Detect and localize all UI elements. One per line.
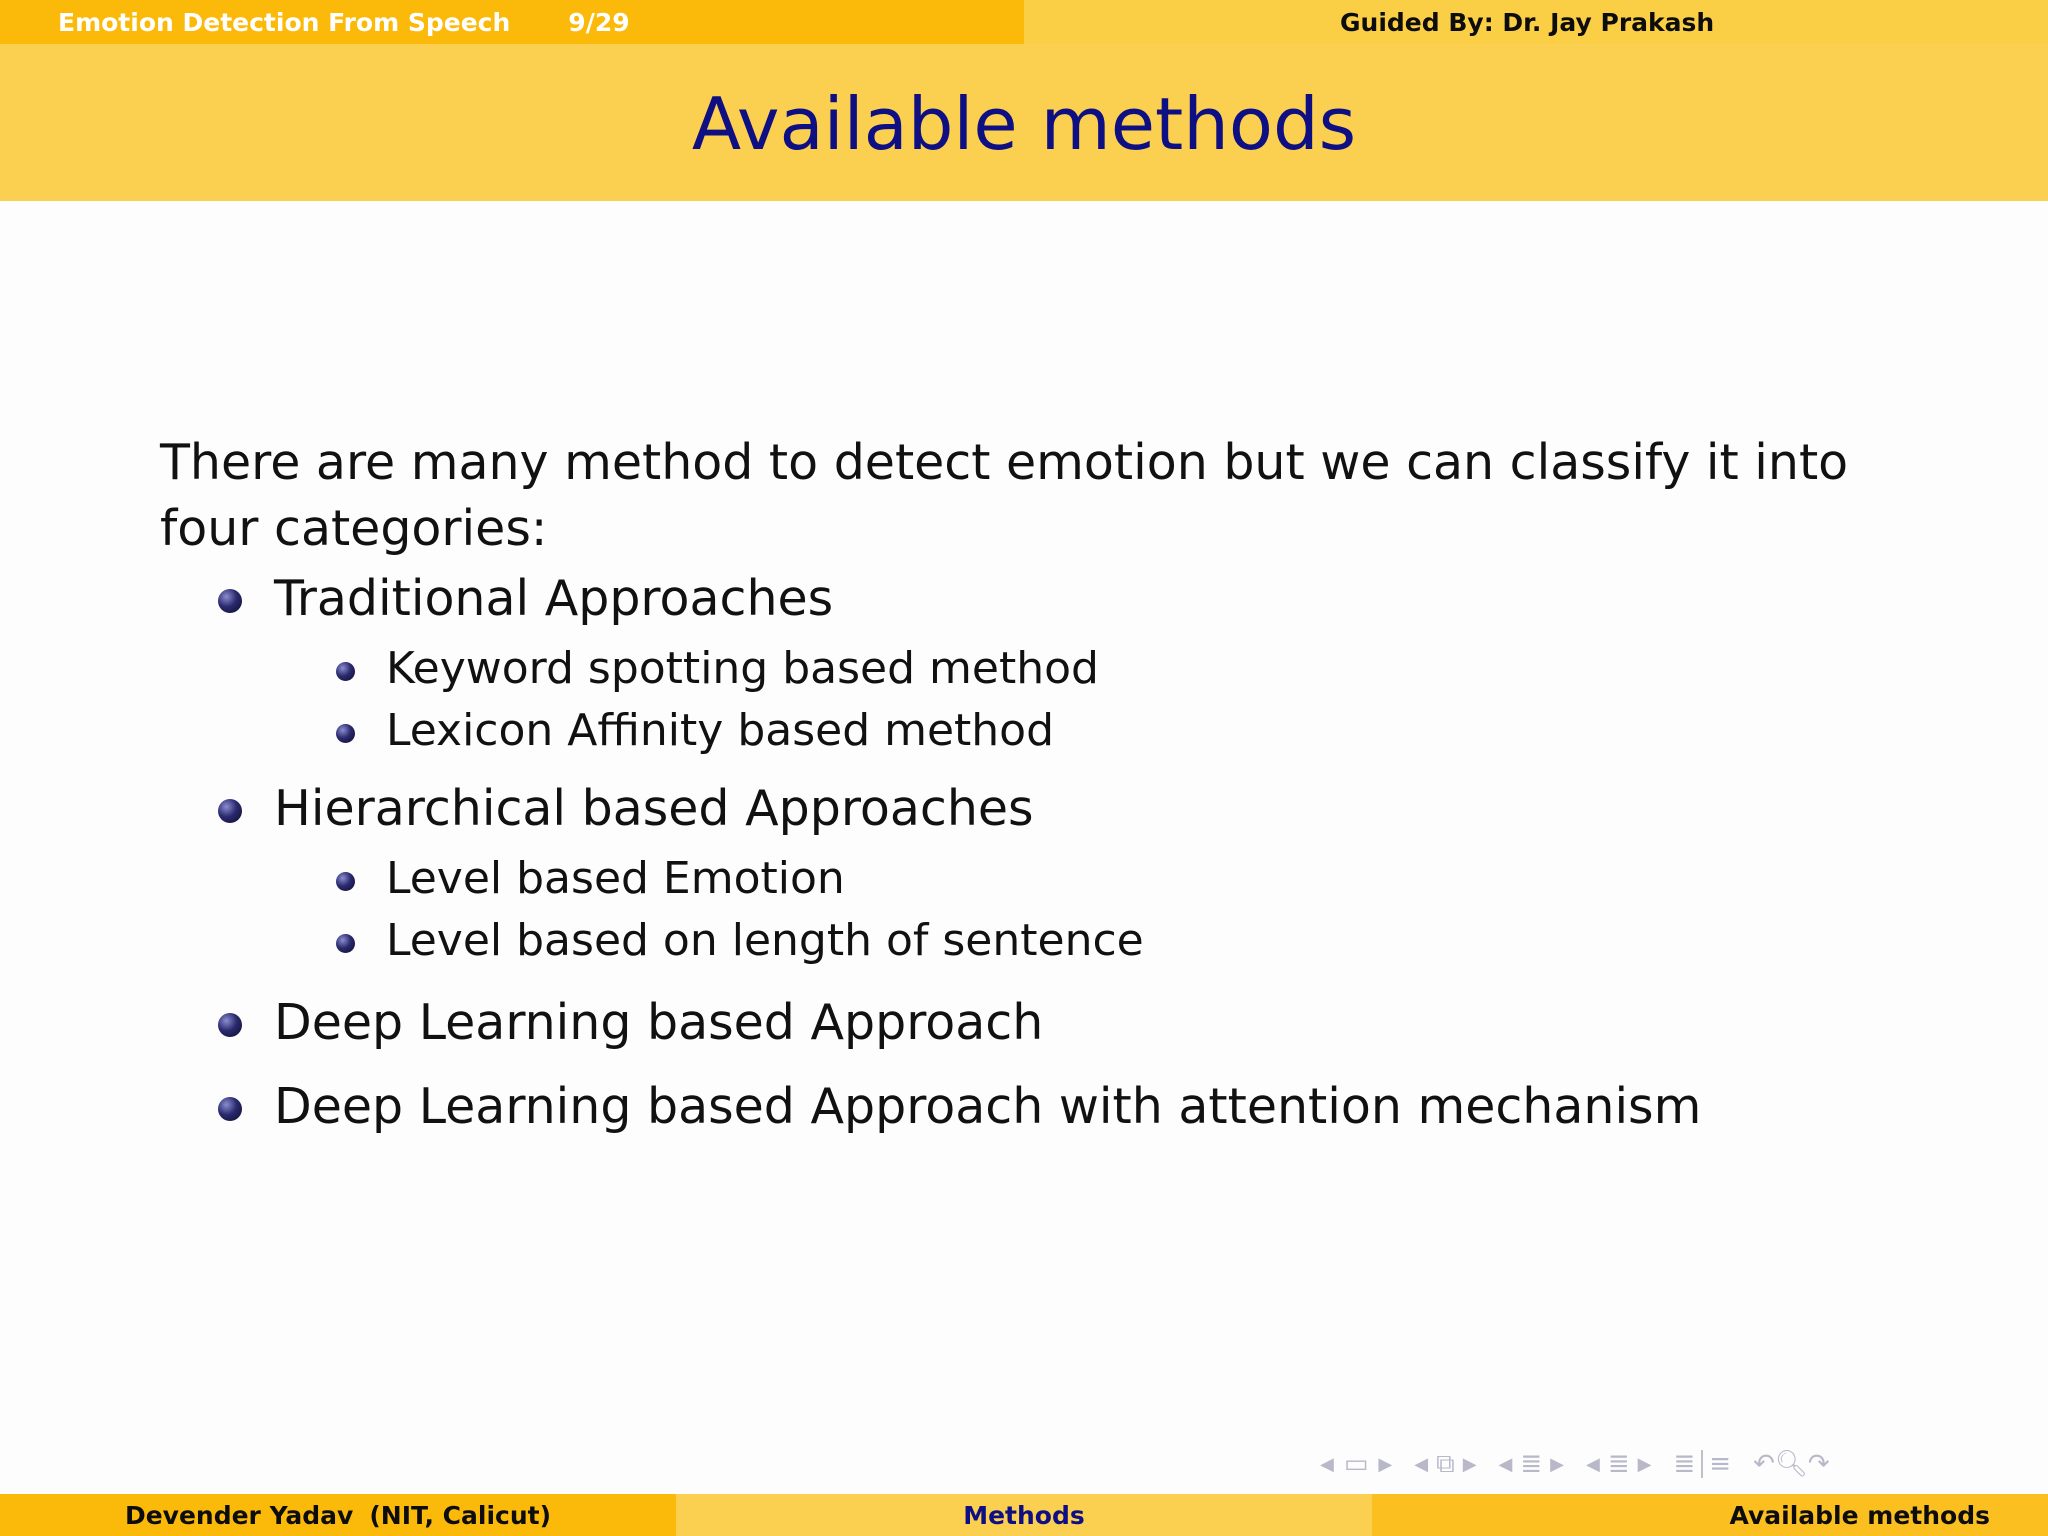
section-icon[interactable]: ≣ — [1607, 1449, 1630, 1479]
footer-author-cell — [0, 1494, 676, 1536]
list-item — [160, 1074, 1920, 1140]
slide-content — [160, 430, 1920, 1140]
footer-bar — [0, 1494, 2048, 1536]
list-item — [160, 990, 1920, 1056]
list-item-label: Deep Learning based Approach — [274, 994, 1044, 1051]
sub-list-item — [160, 638, 1920, 700]
sub-list-item-label: Lexicon Affinity based method — [386, 705, 1055, 756]
bullet-icon — [336, 724, 355, 743]
sub-list-item — [160, 848, 1920, 910]
intro-text: There are many method to detect emotion but we can classify it into four categories: — [160, 434, 1849, 557]
list-item — [160, 776, 1920, 972]
subsection-name: Available methods — [1729, 1500, 1990, 1530]
footer-subsection-cell — [1372, 1494, 2048, 1536]
sub-list-item-label: Level based Emotion — [386, 853, 845, 904]
sub-list-item-label: Keyword spotting based method — [386, 643, 1099, 694]
nav-next-icon[interactable]: ▶ — [1637, 1453, 1652, 1475]
bullet-icon — [218, 1013, 242, 1037]
nav-next-icon[interactable]: ▶ — [1462, 1453, 1477, 1475]
header-bar — [0, 0, 2048, 44]
footer-section-cell — [676, 1494, 1372, 1536]
bullet-icon — [218, 799, 242, 823]
author-institute: (NIT, Calicut) — [369, 1500, 552, 1530]
list-item-label: Hierarchical based Approaches — [274, 780, 1034, 837]
header-left — [0, 0, 1024, 44]
sub-list-item-label: Level based on length of sentence — [386, 915, 1144, 966]
nav-prev-icon[interactable]: ◀ — [1320, 1453, 1334, 1475]
outline-icon[interactable]: ≡ — [1709, 1449, 1732, 1479]
forward-icon[interactable]: ↷ — [1807, 1449, 1830, 1479]
bullet-icon — [218, 589, 242, 613]
list-item-label: Deep Learning based Approach with attention mechanism — [274, 1078, 1702, 1135]
title-band — [0, 44, 2048, 201]
guide-name: Guided By: Dr. Jay Prakash — [1340, 7, 1715, 37]
frame-title: Available methods — [691, 81, 1357, 166]
nav-next-icon[interactable]: ▶ — [1550, 1453, 1565, 1475]
nav-prev-icon[interactable]: ◀ — [1414, 1453, 1429, 1475]
frame-icon[interactable]: ▭ — [1343, 1449, 1369, 1479]
header-right — [1024, 0, 2048, 44]
nav-prev-icon[interactable]: ◀ — [1498, 1453, 1513, 1475]
bullet-icon — [218, 1097, 242, 1121]
sub-list-item — [160, 700, 1920, 762]
section-name: Methods — [963, 1500, 1085, 1530]
nav-next-icon[interactable]: ▶ — [1378, 1453, 1393, 1475]
presentation-title: Emotion Detection From Speech — [58, 7, 511, 37]
author-name: Devender Yadav — [124, 1500, 354, 1530]
nav-separator — [1701, 1450, 1703, 1478]
frames-stack-icon[interactable]: ⧉ — [1436, 1448, 1455, 1479]
bullet-icon — [336, 662, 355, 681]
nav-prev-icon[interactable]: ◀ — [1586, 1453, 1600, 1475]
search-icon[interactable]: 🔍︎ — [1774, 1449, 1808, 1479]
list-item-label: Traditional Approaches — [274, 570, 834, 627]
back-icon[interactable]: ↶ — [1753, 1449, 1775, 1479]
bullet-icon — [336, 872, 355, 891]
bullet-icon — [336, 934, 355, 953]
subsection-icon[interactable]: ≣ — [1520, 1449, 1543, 1479]
method-list — [160, 566, 1920, 1140]
navigation-symbols — [1320, 1446, 1830, 1482]
sub-list-item — [160, 910, 1920, 972]
sub-list — [274, 848, 1920, 972]
sub-list — [274, 638, 1920, 762]
list-item — [160, 566, 1920, 762]
page-counter: 9/29 — [568, 7, 630, 37]
outline-icon[interactable]: ≣ — [1673, 1449, 1696, 1479]
